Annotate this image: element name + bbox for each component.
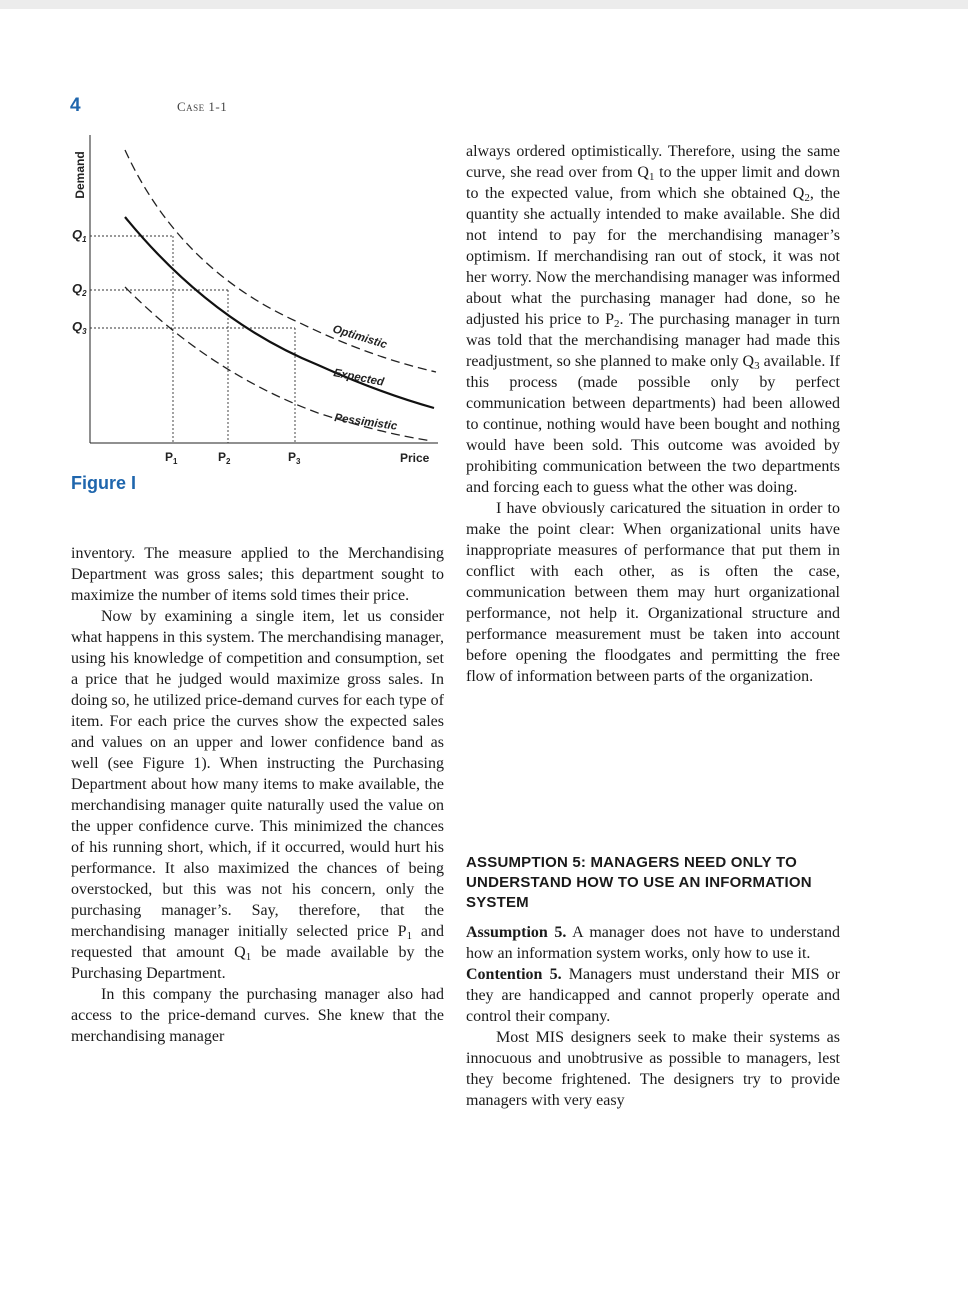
pessimistic-curve bbox=[125, 287, 432, 441]
contention-label: Contention 5. bbox=[466, 966, 562, 983]
right-column-bottom bbox=[466, 922, 840, 1111]
assumption-label: Assumption 5. bbox=[466, 924, 567, 941]
price-demand-figure bbox=[60, 135, 450, 480]
optimistic-label: Optimistic bbox=[331, 323, 389, 352]
page-number: 4 bbox=[70, 95, 81, 116]
assumption-paragraph: Assumption 5. A manager does not have to understand how an information system works, only how to use it. bbox=[466, 924, 840, 962]
paragraph: In this company the purchasing manager also had access to the price-demand curves. She knew that the merchandising manager bbox=[71, 986, 444, 1045]
p3-label: $P_3$ bbox=[288, 450, 301, 466]
y-axis-label: Demand bbox=[73, 151, 87, 199]
paragraph: Now by examining a single item, let us consider what happens in this system. The merchandising manager, using his knowledge of competition and consumption, set a price that he judged would maximize gross sales. In doing so, he utilized price-demand curves for each type of item. For each price the curves show the expected sales and values on an upper and lower confidence band as well (see Figure 1). When instructing the Purchasing Department about how many items to make available, the merchandising manager quite naturally used the value on the upper confidence curve. This minimized the chances of his running short, which, if it occurred, would hurt his performance. It also maximized the chances of being overstocked, but this was not his concern, only the purchasing manager’s. Say, therefore, that the merchandising manager initially selected price $P_1$ and requested that amount $Q_1$ be made available by the Purchasing Department. bbox=[71, 608, 444, 982]
paragraph: always ordered optimistically. Therefore, using the same curve, she read over from $Q_1$ to the upper limit and down to the expected value, from which she obtained $Q_2$, the quantity she actually intended to make available. She did not intend to pay for the merchandising manager’s optimism. If merchandising ran out of stock, it was not her worry. Now the merchandising manager was informed about what the purchasing manager had done, so he adjusted his price to $P_2$. The purchasing manager in turn was told that the merchandising manager had made this readjustment, so she planned to make only $Q_3$ available. If this process (made possible only by perfect communication between departments) had been allowed to continue, nothing would have been bought and nothing would have been sold. This outcome was avoided by prohibiting communication between the two departments and forcing each to guess what the other was doing. bbox=[466, 143, 841, 496]
expected-label: Expected bbox=[332, 367, 385, 389]
top-bar bbox=[0, 0, 968, 9]
p1-label: $P_1$ bbox=[165, 450, 178, 466]
p2-label: $P_2$ bbox=[218, 450, 231, 466]
section-heading: ASSUMPTION 5: MANAGERS NEED ONLY TO UNDERSTAND HOW TO USE AN INFORMATION SYSTEM bbox=[466, 854, 812, 911]
x-axis-label: Price bbox=[400, 451, 430, 465]
contention-paragraph: Contention 5. Managers must understand their MIS or they are handicapped and cannot properly operate and control their company. bbox=[466, 966, 841, 1025]
right-column-top bbox=[466, 141, 840, 687]
paragraph: inventory. The measure applied to the Merchandising Department was gross sales; this department sought to maximize the number of items sold times their price. bbox=[71, 545, 444, 604]
left-column bbox=[71, 543, 444, 1047]
q1-label: $Q_1$ bbox=[72, 227, 87, 244]
paragraph: Most MIS designers seek to make their systems as innocuous and unobtrusive as possible to managers, lest they become frightened. The designers try to provide managers with very easy bbox=[466, 1029, 840, 1109]
paragraph: I have obviously caricatured the situation in order to make the point clear: When organizational units have inappropriate measures of performance that put them in conflict with each other, as is often the case, communication between them may hurt organizational performance, not help it. Organizational structure and performance measurement must be taken into account before opening the floodgates and permitting the free flow of information between parts of the organization. bbox=[466, 500, 840, 685]
figure-caption: Figure I bbox=[71, 473, 137, 493]
optimistic-curve bbox=[125, 150, 436, 372]
q2-label: $Q_2$ bbox=[72, 281, 87, 298]
running-head: Case 1-1 bbox=[177, 99, 228, 114]
pessimistic-label: Pessimistic bbox=[333, 412, 398, 433]
q3-label: $Q_3$ bbox=[72, 319, 87, 336]
